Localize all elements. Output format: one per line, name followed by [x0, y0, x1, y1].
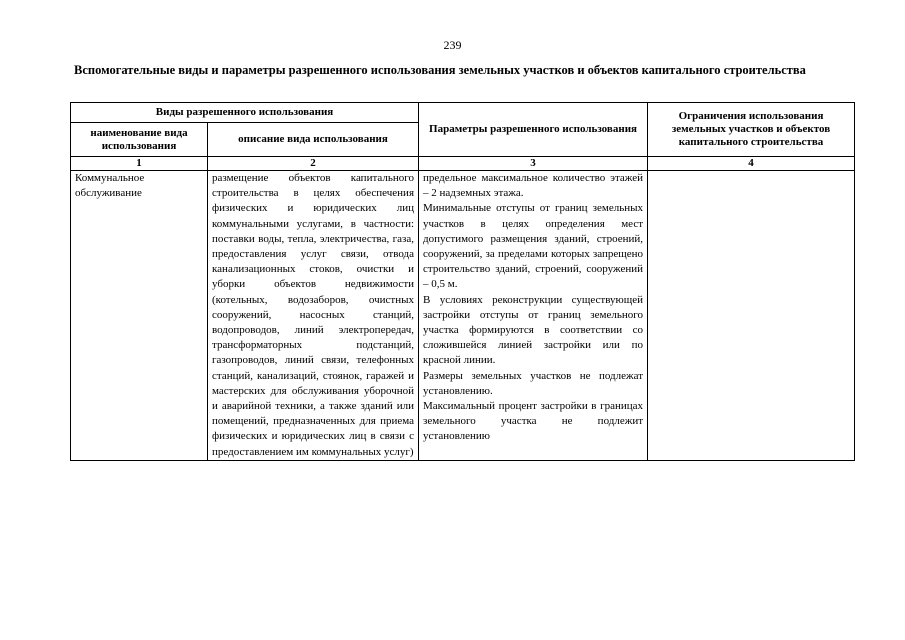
parameter-paragraph: предельное максимальное количество этажей – 2 надземных этажа.: [423, 172, 644, 200]
parameter-paragraph: Максимальный процент застройки в границах земельного участка не подлежит установлению: [423, 400, 644, 443]
table-row: [71, 171, 855, 461]
column-number: 3: [419, 157, 648, 171]
column-number: 1: [71, 157, 208, 171]
use-parameters: [419, 171, 648, 461]
column-number-row: [71, 157, 855, 171]
header-restrictions: Ограничения использования земельных участков и объектов капитального строительства: [648, 103, 855, 157]
parameter-paragraph: Минимальные отступы от границ земельных участков в целях определения мест допустимого размещения зданий, строений, сооружений, за пределами которых запрещено строительство зданий, строений, сооружений – 0,5 м.: [423, 202, 644, 291]
header-parameters: Параметры разрешенного использования: [419, 103, 648, 157]
land-use-table: [70, 102, 855, 461]
parameter-paragraph: В условиях реконструкции существующей застройки отступы от границ земельного участка формируются в соответствии со сложившейся линией застройки или по красной линии.: [423, 293, 644, 367]
document-title: Вспомогательные виды и параметры разрешенного использования земельных участков и объектов капитального строительства: [74, 63, 806, 77]
column-number: 4: [648, 157, 855, 171]
header-row-1: [71, 103, 855, 123]
use-restrictions: [648, 171, 855, 461]
page-number: 239: [443, 38, 462, 52]
column-number: 2: [208, 157, 419, 171]
header-group-types: Виды разрешенного использования: [71, 103, 419, 123]
parameter-paragraph: Размеры земельных участков не подлежат установлению.: [423, 369, 644, 397]
use-type-name: Коммунальное обслуживание: [71, 171, 208, 461]
use-type-description: размещение объектов капитального строительства в целях обеспечения физических и юридических лиц коммунальными услугами, в частности: поставки воды, тепла, электричества, газа, предоставления услуг связи, отвода канализационных стоков, очистки и уборки объектов недвижимости (котельных, водозаборов, очистных сооружений, насосных станций, водопроводов, линий электропередач, трансформаторных подстанций, газопроводов, линий связи, телефонных станций, канализаций, стоянок, гаражей и мастерских для обслуживания уборочной и аварийной техники, а также зданий или помещений, предназначенных для приема физических и юридических лиц в связи с предоставлением им коммунальных услуг): [208, 171, 419, 461]
header-type-name: наименование вида использования: [71, 123, 208, 157]
header-type-description: описание вида использования: [208, 123, 419, 157]
